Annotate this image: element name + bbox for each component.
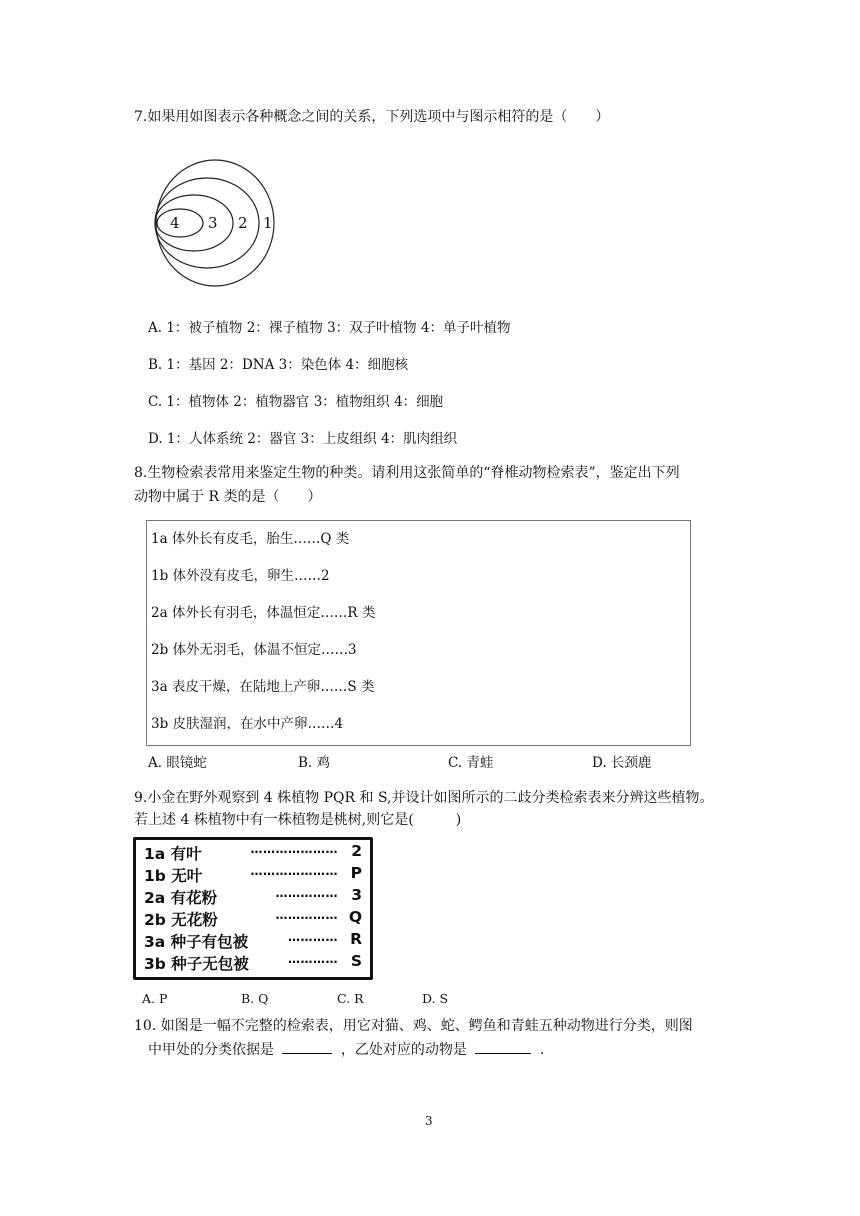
page-number: 3: [425, 1114, 433, 1128]
q9-key-result: 3: [351, 886, 362, 904]
q9-key-result: Q: [348, 908, 362, 926]
diagram-label-3: 3: [208, 214, 218, 232]
q9-key-result: P: [350, 864, 362, 882]
q9-key-dots: …………………: [250, 842, 338, 856]
q9-key-dots: ……………: [275, 886, 338, 900]
q9-key-row: [144, 952, 362, 973]
diagram-label-4: 4: [170, 214, 180, 232]
q9-key-row: [144, 886, 362, 907]
q8-key-row: 2b 体外无羽毛，体温不恒定……3: [151, 642, 357, 658]
q9-key-row: [144, 864, 362, 885]
q9-key-text: 1a 有叶: [144, 845, 202, 863]
q8-key-row: 2a 体外长有羽毛，体温恒定……R 类: [151, 605, 376, 621]
q9-key-row: [144, 930, 362, 951]
q9-option-d: D. S: [422, 991, 449, 1006]
q9-key-row: [144, 842, 362, 863]
q8-option-a: A. 眼镜蛇: [148, 755, 207, 771]
q9-key-text: 2b 无花粉: [144, 911, 218, 929]
q8-key-row: 3b 皮肤湿润，在水中产卵……4: [151, 716, 344, 732]
q9-key-dots: …………: [288, 952, 338, 966]
q9-key-result: R: [350, 930, 362, 948]
q7-option-a: A. 1：被子植物 2：裸子植物 3：双子叶植物 4：单子叶植物: [148, 320, 511, 336]
q10-blank-jia[interactable]: [282, 1039, 332, 1054]
q10-text-b: ，乙处对应的动物是: [340, 1042, 467, 1058]
q8-key-row: 1a 体外长有皮毛，胎生……Q 类: [151, 531, 350, 547]
q9-key-dots: …………………: [250, 864, 338, 878]
q10-blank-yi[interactable]: [475, 1039, 531, 1054]
q9-key-text: 1b 无叶: [144, 867, 203, 885]
q9-key-result: 2: [351, 842, 362, 860]
q7-option-c: C. 1：植物体 2：植物器官 3：植物组织 4：细胞: [148, 394, 444, 410]
q7-concept-diagram: [153, 156, 303, 291]
q9-stem-line1: 9.小金在野外观察到 4 株植物 PQR 和 S,并设计如图所示的二歧分类检索表来分辨这些植物。: [134, 790, 714, 806]
q10-text-a: 中甲处的分类依据是: [148, 1042, 274, 1058]
q10-line1: 10. 如图是一幅不完整的检索表，用它对猫、鸡、蛇、鳄鱼和青蛙五种动物进行分类，则图: [134, 1018, 693, 1034]
q7-stem: 7.如果用如图表示各种概念之间的关系，下列选项中与图示相符的是（ ）: [134, 109, 610, 125]
q7-option-d: D. 1：人体系统 2：器官 3：上皮组织 4：肌肉组织: [148, 431, 458, 447]
q9-stem-line2: 若上述 4 株植物中有一株植物是桃树,则它是( ): [134, 812, 462, 828]
q9-key-dots: ……………: [275, 908, 338, 922]
q9-key-row: [144, 908, 362, 929]
q9-key-text: 3b 种子无包被: [144, 955, 249, 973]
q9-key-text: 3a 种子有包被: [144, 933, 249, 951]
q9-key-dots: …………: [288, 930, 338, 944]
q9-option-c: C. R: [337, 991, 364, 1006]
q9-option-a: A. P: [142, 991, 168, 1006]
q8-option-d: D. 长颈鹿: [592, 755, 652, 771]
q9-option-b: B. Q: [241, 991, 269, 1006]
q10-line2: [148, 1039, 544, 1061]
q8-key-row: 1b 体外没有皮毛，卵生……2: [151, 568, 330, 584]
q10-text-c: .: [539, 1042, 545, 1058]
diagram-label-1: 1: [263, 214, 273, 232]
q8-stem-line2: 动物中属于 R 类的是（ ）: [134, 489, 322, 505]
q7-option-b: B. 1：基因 2：DNA 3：染色体 4：细胞核: [148, 357, 409, 373]
q8-option-c: C. 青蛙: [448, 755, 494, 771]
q8-key-table: [146, 520, 691, 746]
q8-stem-line1: 8.生物检索表常用来鉴定生物的种类。请利用这张简单的“脊椎动物检索表”，鉴定出下列: [134, 465, 680, 481]
q9-dichotomous-key: [133, 837, 373, 980]
diagram-label-2: 2: [238, 214, 248, 232]
q8-key-row: 3a 表皮干燥，在陆地上产卵……S 类: [151, 679, 375, 695]
q9-key-text: 2a 有花粉: [144, 889, 218, 907]
q9-key-result: S: [350, 952, 362, 970]
q8-option-b: B. 鸡: [298, 755, 331, 771]
